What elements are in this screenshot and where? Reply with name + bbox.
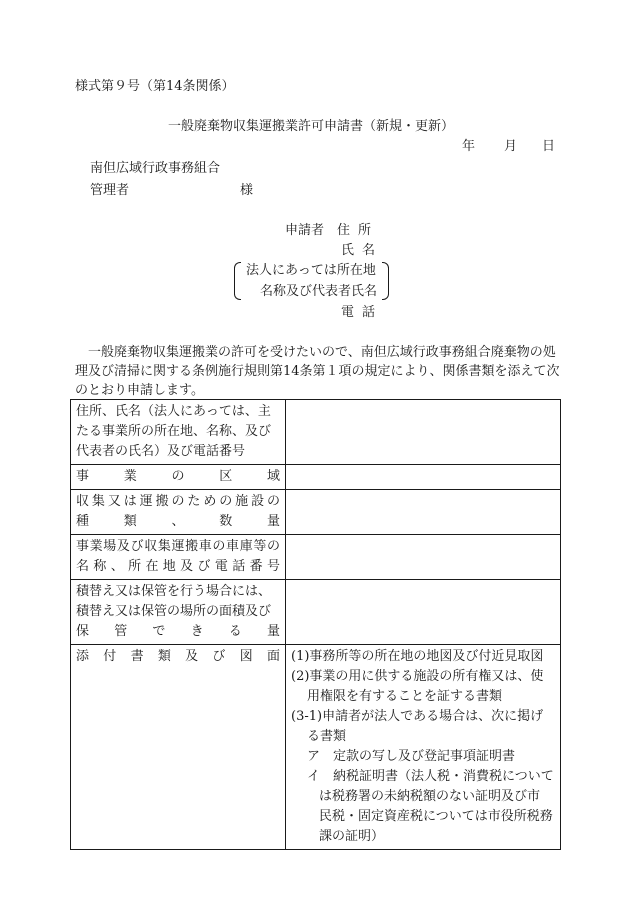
label-line: 保管できる量 <box>76 624 280 639</box>
value-facilities[interactable] <box>286 490 561 535</box>
label-line: 名称、所在地及び電話番号 <box>76 559 280 574</box>
applicant-name-label: 氏名 <box>341 243 384 258</box>
list-item: (2)事業の用に供する施設の所有権又は、使 <box>291 669 544 684</box>
list-item: ア 定款の写し及び登記事項証明書 <box>307 749 516 764</box>
applicant-address-label: 住所 <box>337 223 380 238</box>
list-item: (3-1)申請者が法人である場合は、次に掲げ <box>291 709 544 724</box>
list-item: 用権限を有することを証する書類 <box>307 689 503 704</box>
label-line: 住所、氏名（法人にあっては、主 <box>76 404 271 419</box>
intro-paragraph: 一般廃棄物収集運搬業の許可を受けたいので、南但広域行政事務組合廃棄物の処理及び清掃に関する条例施行規則第14条第１項の規定により、関係書類を添えて次のとおり申請します。 <box>75 345 560 398</box>
row-label-garage <box>71 535 286 580</box>
date-year-label: 年 <box>462 139 476 154</box>
left-bracket <box>234 262 241 300</box>
table-row <box>71 535 561 580</box>
table-row <box>71 580 561 645</box>
list-item: は税務署の未納税額のない証明及び市 <box>319 789 541 804</box>
right-bracket <box>382 262 389 300</box>
row-label-attachments <box>71 645 286 850</box>
row-label-storage <box>71 580 286 645</box>
list-item: イ 納税証明書（法人税・消費税について <box>307 769 554 784</box>
label-line: 事業場及び収集運搬車の車庫等の <box>76 539 280 554</box>
row-label-facilities <box>71 490 286 535</box>
table-row <box>71 645 561 850</box>
label-line: 収集又は運搬のための施設の <box>76 494 280 509</box>
row-label-address-name <box>71 400 286 465</box>
list-item: (1)事務所等の所在地の地図及び付近見取図 <box>291 649 544 664</box>
corporation-note-address: 法人にあっては所在地 <box>246 263 376 278</box>
value-address-name[interactable] <box>286 400 561 465</box>
document-title: 一般廃棄物収集運搬業許可申請書（新規・更新） <box>168 119 455 134</box>
date-day-label: 日 <box>542 139 556 154</box>
table-row <box>71 465 561 490</box>
corporation-note-name: 名称及び代表者氏名 <box>260 284 378 299</box>
value-business-area[interactable] <box>286 465 561 490</box>
label-line: たる事業所の所在地、名称、及び <box>76 424 272 439</box>
applicant-phone-label: 電話 <box>341 305 384 320</box>
addressee-manager: 管理者 <box>90 183 130 198</box>
attachments-list <box>286 645 561 850</box>
table-row <box>71 400 561 465</box>
label-line: 積替え又は保管の場所の面積及び <box>76 604 272 619</box>
addressee-organization: 南但広域行政事務組合 <box>90 161 221 176</box>
label-line: 添付書類及び図面 <box>76 649 280 664</box>
list-item: 民税・固定資産税については市役所税務 <box>319 809 553 824</box>
value-garage[interactable] <box>286 535 561 580</box>
applicant-label: 申請者 <box>285 223 325 238</box>
value-storage[interactable] <box>286 580 561 645</box>
label-line: 代表者の氏名）及び電話番号 <box>76 444 246 459</box>
label-line: 種類、数量 <box>76 514 280 529</box>
list-item: 課の証明） <box>319 829 385 844</box>
application-table <box>70 399 561 850</box>
table-row <box>71 490 561 535</box>
form-number: 様式第９号（第14条関係） <box>75 79 235 94</box>
honorific: 様 <box>240 183 254 198</box>
date-month-label: 月 <box>504 139 518 154</box>
list-item: る書類 <box>307 729 347 744</box>
label-line: 積替え又は保管を行う場合には、 <box>76 584 272 599</box>
row-label-business-area <box>71 465 286 490</box>
label-line: 事業の区域 <box>76 469 280 484</box>
